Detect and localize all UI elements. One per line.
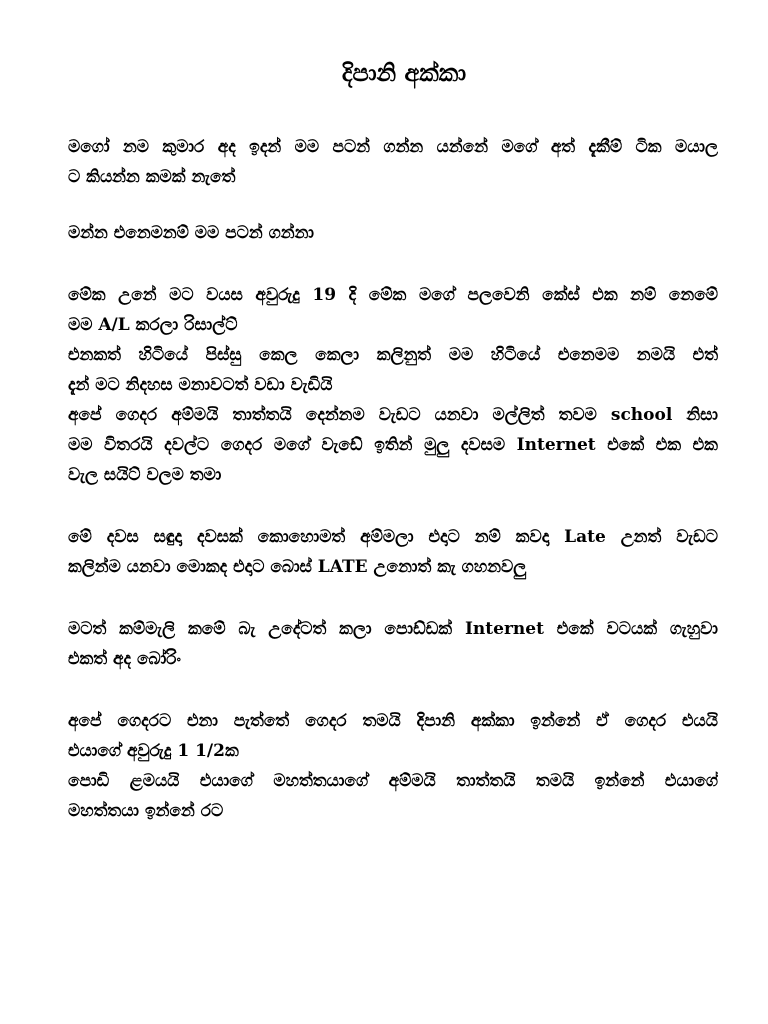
text-line: එනකත් හිටියේ පිස්සු කෙල කෙලා කලිනුත් මම හිටියේ එනෙමම නමයි එත්	[68, 345, 718, 365]
text-line: මේ දවස සඳුදා දවසක් කොහොමත් අම්මලා එදාට නම් කවදා Late උනත් වැඩට	[68, 527, 718, 547]
document-body	[68, 132, 718, 826]
text-line: එකත් අද බෝරිං	[68, 649, 181, 669]
text-line: ට කියන්න කමක් නැතේ	[68, 167, 236, 187]
text-line: මටත් කම්මැලි කමේ බැ උදේටත් කලා පොඩ්ඩක් Internet එකේ වටයක් ගැහුවා	[68, 619, 718, 639]
text-line: මම විතරයි දවල්ට ගෙදර මගේ වැඩේ ඉතින් මුලු දවසම Internet එකේ එක එක	[68, 435, 718, 455]
text-line: දැන් මට නිදහස මනාවටත් වඩා වැඩියි	[68, 375, 333, 395]
text-line: මගෝ නම කුමාර අද ඉදන් මම පටන් ගන්න යන්නේ මගේ අත් දැකීම් ටික මයාල	[68, 137, 718, 157]
text-line: අපේ ගෙදර අම්මයි තාත්තයි දෙන්නම වැඩට යනවා මල්ලිත් තවම school නිසා	[68, 405, 718, 425]
text-line: මන්න එනෙමනම් මම පටන් ගන්නා	[68, 223, 314, 243]
text-line: කලින්ම යනවා මොකද එදාට බොස් LATE උනොත් කැ ගහනවලු	[68, 557, 527, 577]
text-line: වැල සයිට් වලම තමා	[68, 465, 222, 485]
text-line: මේක උනේ මට වයස අවුරුදු 19 දි මේක මගේ පලවෙනි කේස් එක නම් නෙමේ	[68, 285, 718, 305]
text-line: එයාගේ අවුරුදු 1 1/2ක	[68, 741, 239, 761]
document-title: දිපානි අක්කා	[341, 58, 467, 87]
text-line: පොඩි ළමයයි එයාගේ මහත්තයාගේ අම්මයි තාත්තයි තමයි ඉන්නේ එයාගේ	[68, 771, 718, 791]
text-line: මහත්තයා ඉන්නේ රට	[68, 801, 224, 821]
text-line: අපේ ගෙදරට එනා පැත්තේ ගෙදර තමයි දිපානි අක්කා ඉන්නේ ඒ ගෙදර එයයි	[68, 711, 718, 731]
text-line: මම A/L කරලා රිසාල්ට්	[68, 315, 238, 335]
